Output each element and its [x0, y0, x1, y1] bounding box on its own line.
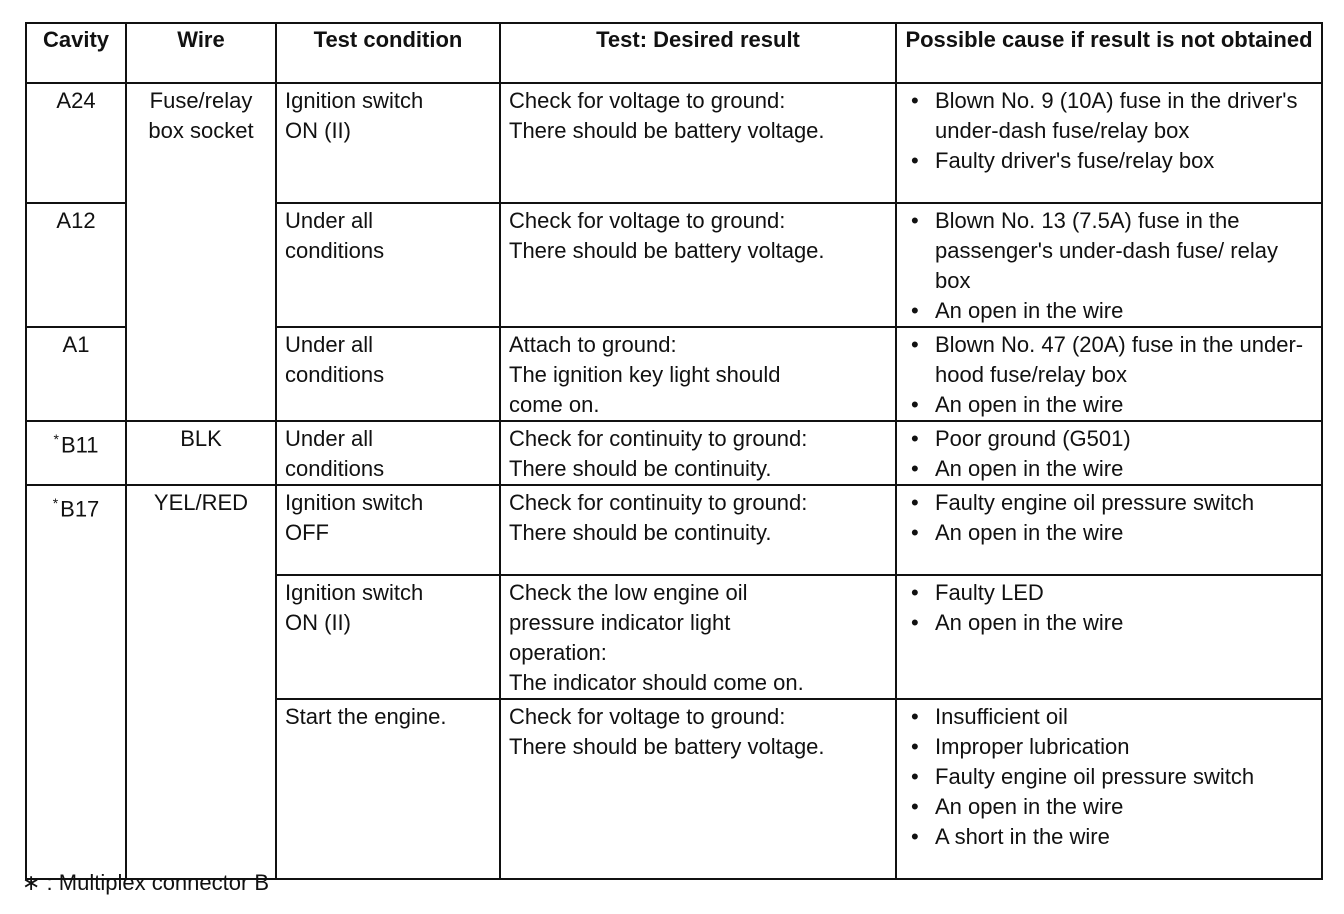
- table-row: [26, 83, 1322, 203]
- result-cell: Check for continuity to ground: There should be continuity.: [500, 485, 896, 575]
- result-cell: Attach to ground: The ignition key light should come on.: [500, 327, 896, 421]
- cause-item: • Poor ground (G501): [905, 424, 1313, 454]
- multiplex-mark: *: [52, 495, 59, 511]
- header-desired-result: Test: Desired result: [500, 23, 896, 83]
- cavity-id: A12: [56, 208, 96, 233]
- cause-cell: [896, 203, 1322, 327]
- diagnostic-table: [25, 22, 1323, 880]
- cause-cell: [896, 327, 1322, 421]
- cause-item: • Faulty driver's fuse/relay box: [905, 146, 1313, 176]
- cause-cell: [896, 485, 1322, 575]
- wire-cell: [126, 421, 276, 485]
- condition-cell: Start the engine.: [276, 699, 500, 879]
- cavity-cell: [26, 327, 126, 421]
- cause-item: • Insufficient oil: [905, 702, 1313, 732]
- cavity-cell: [26, 485, 126, 879]
- wire-label: Fuse/relay box socket: [148, 88, 254, 143]
- condition-cell: Under all conditions: [276, 327, 500, 421]
- wire-label: BLK: [180, 426, 222, 451]
- condition-cell: Ignition switch OFF: [276, 485, 500, 575]
- cause-cell: [896, 421, 1322, 485]
- header-test-condition: Test condition: [276, 23, 500, 83]
- cause-item: • Faulty engine oil pressure switch: [905, 488, 1313, 518]
- cause-item: • An open in the wire: [905, 608, 1313, 638]
- table-row: [26, 421, 1322, 485]
- cause-item: • Faulty LED: [905, 578, 1313, 608]
- cavity-cell: [26, 83, 126, 203]
- cause-cell: [896, 699, 1322, 879]
- wire-cell: [126, 83, 276, 421]
- cause-item: • An open in the wire: [905, 390, 1313, 420]
- condition-cell: Under all conditions: [276, 421, 500, 485]
- cause-item: • An open in the wire: [905, 296, 1313, 326]
- header-cavity: Cavity: [26, 23, 126, 83]
- cause-item: • Faulty engine oil pressure switch: [905, 762, 1313, 792]
- wire-cell: [126, 485, 276, 879]
- cause-item: • Blown No. 9 (10A) fuse in the driver's under-dash fuse/relay box: [905, 86, 1313, 146]
- cause-item: • Blown No. 13 (7.5A) fuse in the passenger's under-dash fuse/ relay box: [905, 206, 1313, 296]
- result-cell: Check for voltage to ground: There should be battery voltage.: [500, 83, 896, 203]
- header-possible-cause: Possible cause if result is not obtained: [896, 23, 1322, 83]
- cause-item: • An open in the wire: [905, 792, 1313, 822]
- result-cell: Check for continuity to ground: There should be continuity.: [500, 421, 896, 485]
- cavity-id: B17: [60, 496, 100, 522]
- cause-item: • An open in the wire: [905, 518, 1313, 548]
- cavity-id: B11: [60, 432, 99, 458]
- cause-item: • Improper lubrication: [905, 732, 1313, 762]
- condition-cell: Under all conditions: [276, 203, 500, 327]
- cause-cell: [896, 575, 1322, 699]
- condition-cell: Ignition switch ON (II): [276, 575, 500, 699]
- cause-cell: [896, 83, 1322, 203]
- table-row: [26, 485, 1322, 575]
- cavity-id: A1: [62, 332, 90, 357]
- cause-item: • A short in the wire: [905, 822, 1313, 852]
- cavity-cell: [26, 421, 126, 485]
- header-wire: Wire: [126, 23, 276, 83]
- footnote: ∗ : Multiplex connector B: [22, 870, 270, 895]
- result-cell: Check the low engine oil pressure indicator light operation: The indicator should come on.: [500, 575, 896, 699]
- cause-item: • Blown No. 47 (20A) fuse in the under-hood fuse/relay box: [905, 330, 1313, 390]
- wire-label: YEL/RED: [153, 490, 249, 515]
- result-cell: Check for voltage to ground: There should be battery voltage.: [500, 203, 896, 327]
- cause-item: • An open in the wire: [905, 454, 1313, 484]
- cavity-id: A24: [56, 88, 96, 113]
- condition-cell: Ignition switch ON (II): [276, 83, 500, 203]
- result-cell: Check for voltage to ground: There should be battery voltage.: [500, 699, 896, 879]
- header-row: [26, 23, 1322, 83]
- cavity-cell: [26, 203, 126, 327]
- multiplex-mark: *: [53, 431, 59, 447]
